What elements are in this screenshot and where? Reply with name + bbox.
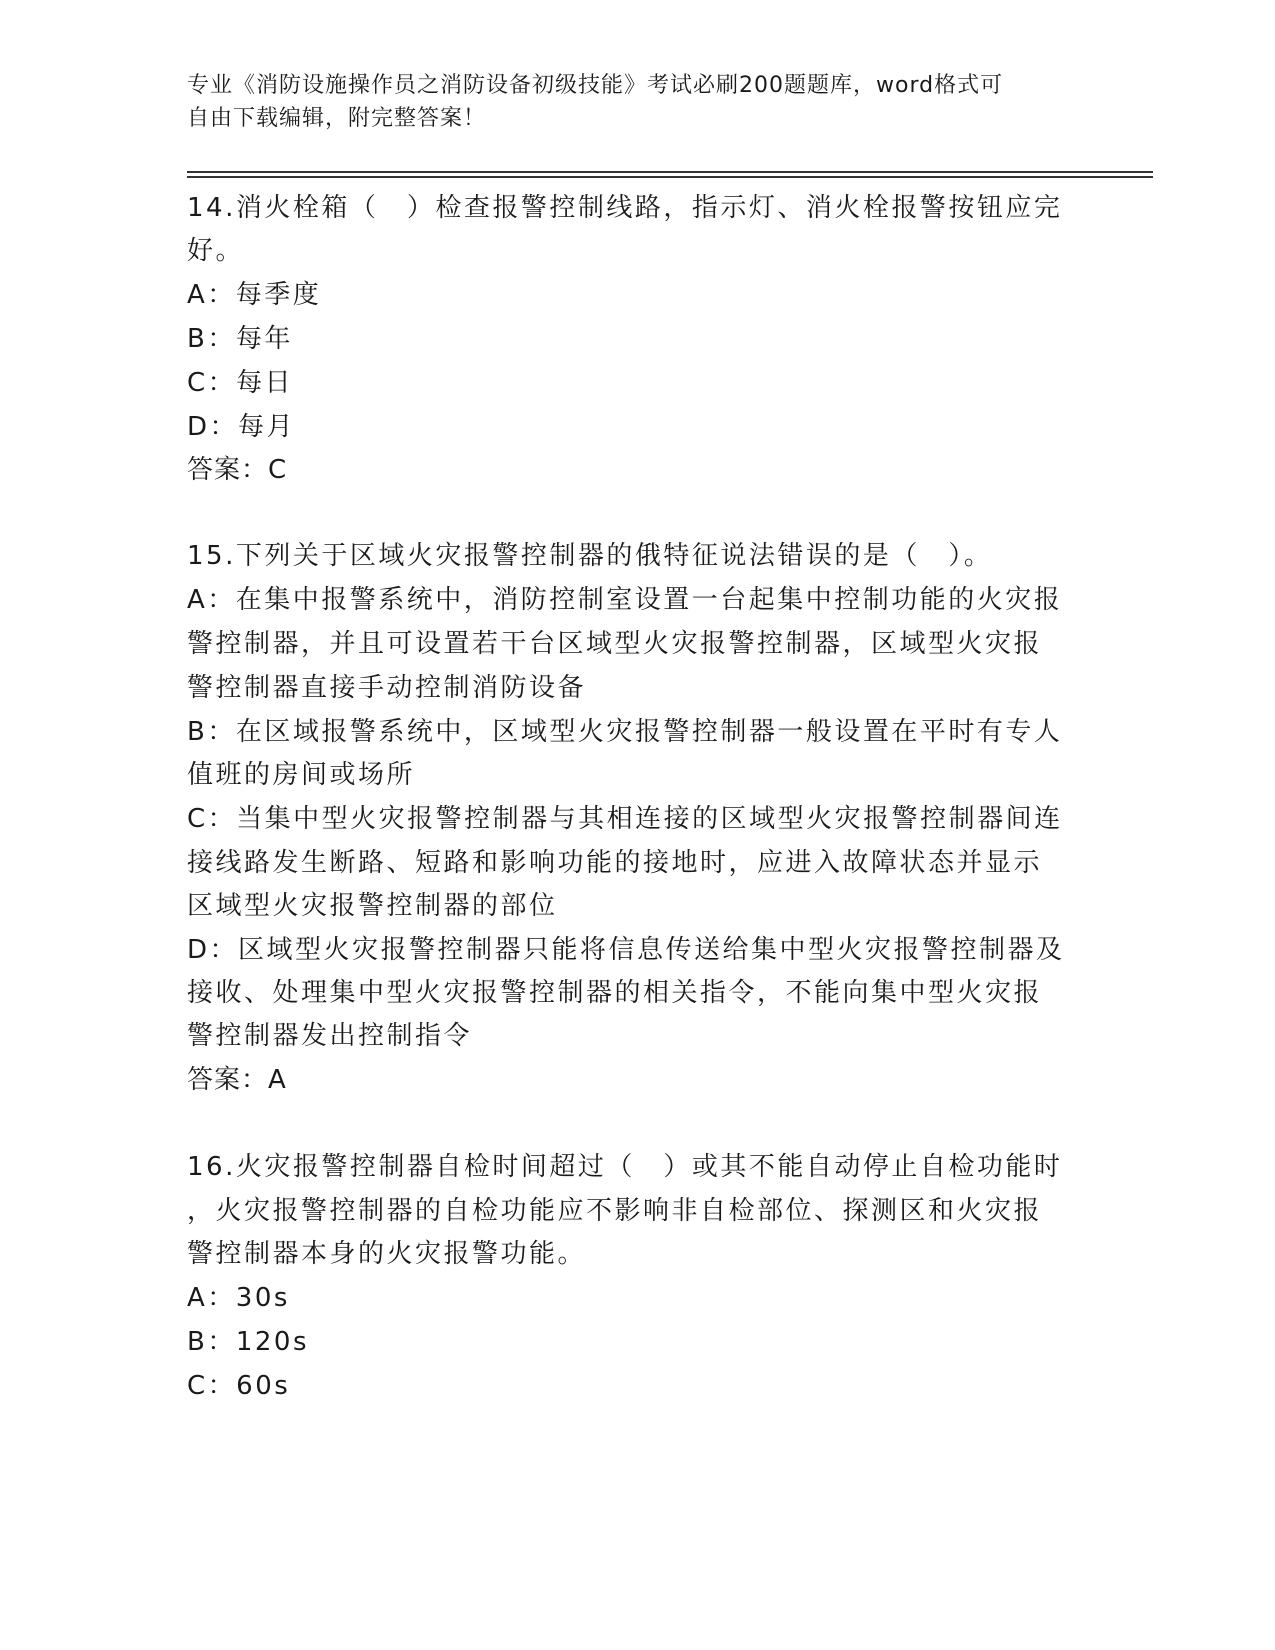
question-15-option-d-line-1: D：区域型火灾报警控制器只能将信息传送给集中型火灾报警控制器及 bbox=[187, 935, 1065, 965]
question-16-option-a: A：30s bbox=[187, 1283, 290, 1313]
question-15-answer: 答案：A bbox=[187, 1065, 287, 1095]
header-title-line-1: 专业《消防设施操作员之消防设备初级技能》考试必刷200题题库，word格式可 bbox=[187, 73, 1004, 98]
question-14-option-c: C：每日 bbox=[187, 368, 294, 398]
question-14-option-a: A：每季度 bbox=[187, 280, 322, 310]
question-16-stem-line-3: 警控制器本身的火灾报警功能。 bbox=[187, 1239, 587, 1269]
question-15-option-d-line-3: 警控制器发出控制指令 bbox=[187, 1021, 473, 1051]
question-15-option-b-line-2: 值班的房间或场所 bbox=[187, 760, 416, 790]
header-rule-bottom bbox=[187, 176, 1153, 178]
question-15-option-b-line-1: B：在区域报警系统中，区域型火灾报警控制器一般设置在平时有专人 bbox=[187, 717, 1063, 747]
header-rule-top bbox=[187, 171, 1153, 173]
question-14-stem-line-2: 好。 bbox=[187, 236, 245, 266]
question-16-option-b: B：120s bbox=[187, 1327, 310, 1357]
question-15-stem-line-1: 15.下列关于区域火灾报警控制器的俄特征说法错误的是（ ）。 bbox=[187, 541, 993, 571]
question-14-answer: 答案：C bbox=[187, 455, 288, 485]
question-15-option-d-line-2: 接收、处理集中型火灾报警控制器的相关指令，不能向集中型火灾报 bbox=[187, 978, 1043, 1008]
question-16-stem-line-1: 16.火灾报警控制器自检时间超过（ ）或其不能自动停止自检功能时 bbox=[187, 1152, 1063, 1182]
question-15-option-a-line-2: 警控制器，并且可设置若干台区域型火灾报警控制器，区域型火灾报 bbox=[187, 629, 1043, 659]
question-14-stem-line-1: 14.消火栓箱（ ）检查报警控制线路，指示灯、消火栓报警按钮应完 bbox=[187, 193, 1063, 223]
question-15-option-c-line-3: 区域型火灾报警控制器的部位 bbox=[187, 891, 558, 921]
question-15-option-c-line-1: C：当集中型火灾报警控制器与其相连接的区域型火灾报警控制器间连 bbox=[187, 804, 1063, 834]
header-title-line-2: 自由下载编辑，附完整答案！ bbox=[187, 106, 487, 131]
question-14-option-d: D：每月 bbox=[187, 412, 296, 442]
question-15-option-c-line-2: 接线路发生断路、短路和影响功能的接地时，应进入故障状态并显示 bbox=[187, 848, 1043, 878]
question-15-option-a-line-1: A：在集中报警系统中，消防控制室设置一台起集中控制功能的火灾报 bbox=[187, 585, 1063, 615]
question-16-stem-line-2: ，火灾报警控制器的自检功能应不影响非自检部位、探测区和火灾报 bbox=[187, 1196, 1043, 1226]
question-14-option-b: B：每年 bbox=[187, 324, 293, 354]
question-16-option-c: C：60s bbox=[187, 1371, 291, 1401]
question-15-option-a-line-3: 警控制器直接手动控制消防设备 bbox=[187, 673, 587, 703]
